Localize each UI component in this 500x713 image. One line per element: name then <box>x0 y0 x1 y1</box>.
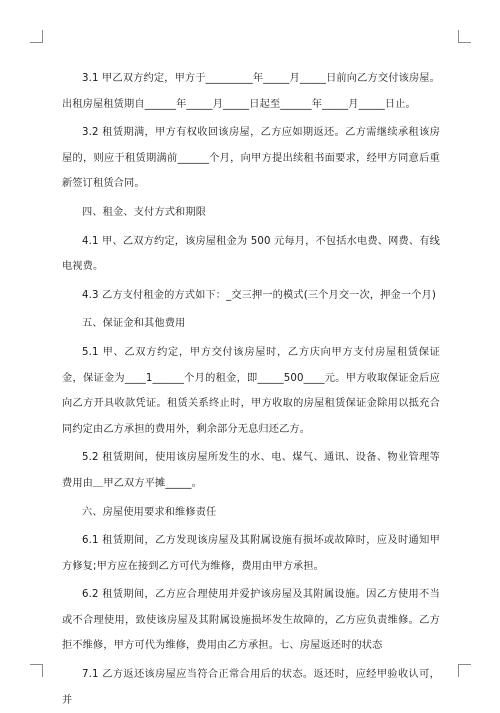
clause-7-1: 7.1 乙方返还该房屋应当符合正常合用后的状态。返还时，应经甲验收认可，并 <box>62 669 440 706</box>
section-heading-rent: 四、租金、支付方式和期限 <box>82 206 207 218</box>
clause-6-2: 6.2 租赁期间，乙方应合理使用并爱护该房屋及其附属设施。因乙方使用不当或不合理使用，致使该房屋及其附属设施损坏发生故障的，乙方应负责维修。乙方拒不维修，甲方可代为维修，费用由乙方承担。七、房屋返还时的状态 <box>62 589 440 652</box>
document-body <box>62 66 440 713</box>
crop-mark-bottom-right <box>458 664 471 677</box>
clause-5-2: 5.2 租赁期间，使用该房屋所发生的水、电、煤气、通讯、设备、物业管理等费用由＿甲乙双方平摊_____。 <box>62 452 440 489</box>
crop-mark-top-left <box>30 30 43 43</box>
clause-5-1: 5.1 甲、乙双方约定，甲方交付该房屋时，乙方庆向甲方支付房屋租赁保证金，保证金为____1______个月的租金，即_____500____元。甲方收取保证金后应向乙方开具收款凭证。租赁关系终止时，甲方收取的房屋租赁保证金除用以抵充合同约定由乙方承担的费用外，剩余部分无息归还乙方。 <box>62 346 440 435</box>
clause-3-1: 3.1 甲乙双方约定，甲方于_________年_____月_____日前向乙方交付该房屋。出租房屋租赁期自______年_____月_____日起至______年_____月_____日止。 <box>62 73 440 110</box>
clause-4-3: 4.3 乙方支付租金的方式如下：_交三押一的模式(三个月交一次，押金一个月) <box>82 289 436 301</box>
section-heading-deposit: 五、保证金和其他费用 <box>82 318 186 330</box>
section-heading-maintenance: 六、房屋使用要求和维修责任 <box>82 506 217 518</box>
clause-4-1: 4.1 甲、乙双方约定，该房屋租金为 500 元每月，不包括水电费、网费、有线电视费。 <box>62 235 440 273</box>
clause-3-2: 3.2 租赁期满，甲方有权收回该房屋，乙方应如期返还。乙方需继续承租该房屋的，则应于租赁期满前______个月，向甲方提出续租书面要求，经甲方同意后重新签订租赁合同。 <box>62 127 440 190</box>
crop-mark-bottom-left <box>30 664 43 677</box>
clause-6-1: 6.1 租赁期间，乙方发现该房屋及其附属设施有损坏或故障时，应及时通知甲方修复;甲方应在接到乙方可代为维修，费用由甲方承担。 <box>62 535 440 572</box>
crop-mark-top-right <box>458 30 471 43</box>
